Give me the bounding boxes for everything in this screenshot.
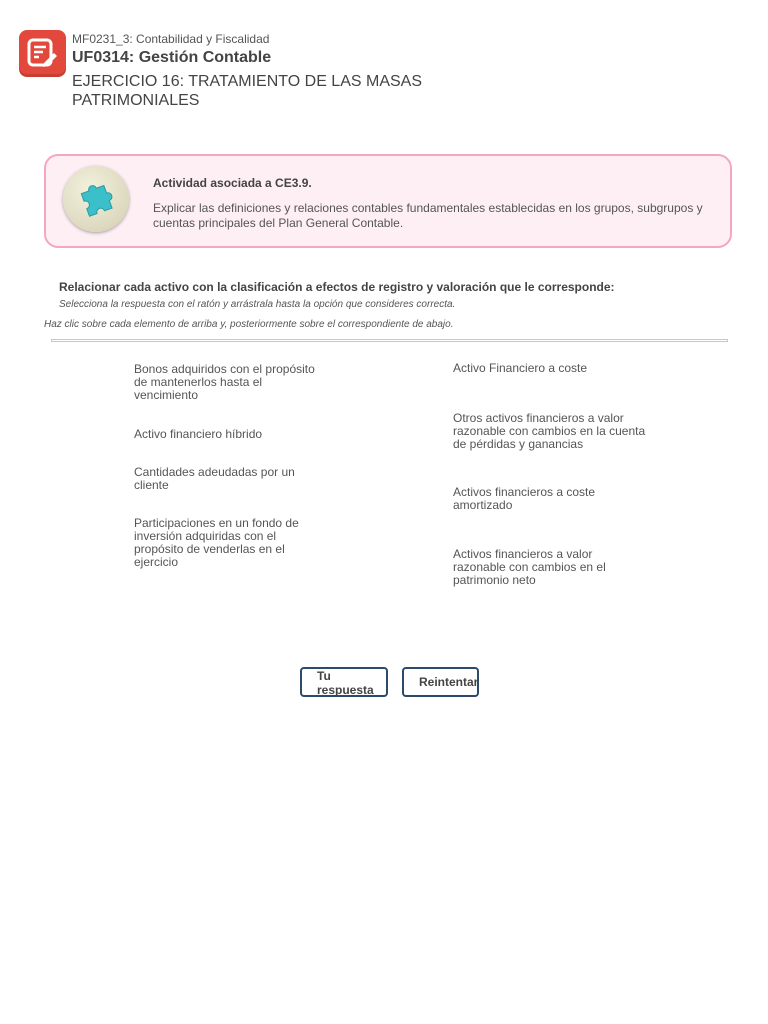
puzzle-badge <box>63 166 129 232</box>
right-item-fair-value-equity[interactable]: Activos financieros a valor razonable con cambios en el patrimonio neto <box>453 547 606 587</box>
right-item-fair-value-pl[interactable]: Otros activos financieros a valor razonable con cambios en la cuenta de pérdidas y ganancias <box>453 411 646 451</box>
app-icon <box>19 30 66 77</box>
retry-button[interactable]: Reintentar <box>402 667 479 697</box>
instruction-text: Relacionar cada activo con la clasificación a efectos de registro y valoración que le corresponde: <box>59 280 615 294</box>
drag-hint: Selecciona la respuesta con el ratón y arrástrala hasta la opción que consideres correcta. <box>59 299 456 310</box>
left-item-fund-shares[interactable]: Participaciones en un fondo de inversión adquiridas con el propósito de venderlas en el ejercicio <box>134 516 299 569</box>
click-hint: Haz clic sobre cada elemento de arriba y, posteriormente sobre el correspondiente de abajo. <box>44 319 454 330</box>
left-item-bonds[interactable]: Bonos adquiridos con el propósito de mantenerlos hasta el vencimiento <box>134 362 315 402</box>
puzzle-icon <box>74 177 118 221</box>
left-item-customer-amounts[interactable]: Cantidades adeudadas por un cliente <box>134 465 295 492</box>
edit-document-icon <box>25 36 60 71</box>
activity-box <box>44 154 732 248</box>
unit-title: UF0314: Gestión Contable <box>72 49 272 66</box>
module-subtitle: MF0231_3: Contabilidad y Fiscalidad <box>72 32 270 46</box>
activity-title: Actividad asociada a CE3.9. <box>153 176 312 190</box>
right-item-cost[interactable]: Activo Financiero a coste <box>453 361 588 375</box>
your-answer-button[interactable]: Tu respuesta <box>300 667 388 697</box>
page-title: EJERCICIO 16: TRATAMIENTO DE LAS MASAS PATRIMONIALES <box>72 73 423 109</box>
right-item-amortized-cost[interactable]: Activos financieros a coste amortizado <box>453 485 596 512</box>
left-item-hybrid-asset[interactable]: Activo financiero híbrido <box>134 427 263 441</box>
activity-description: Explicar las definiciones y relaciones contables fundamentales establecidas en los grupos, subgrupos y cuentas principales del Plan General Contable. <box>153 201 703 230</box>
divider <box>51 339 728 342</box>
